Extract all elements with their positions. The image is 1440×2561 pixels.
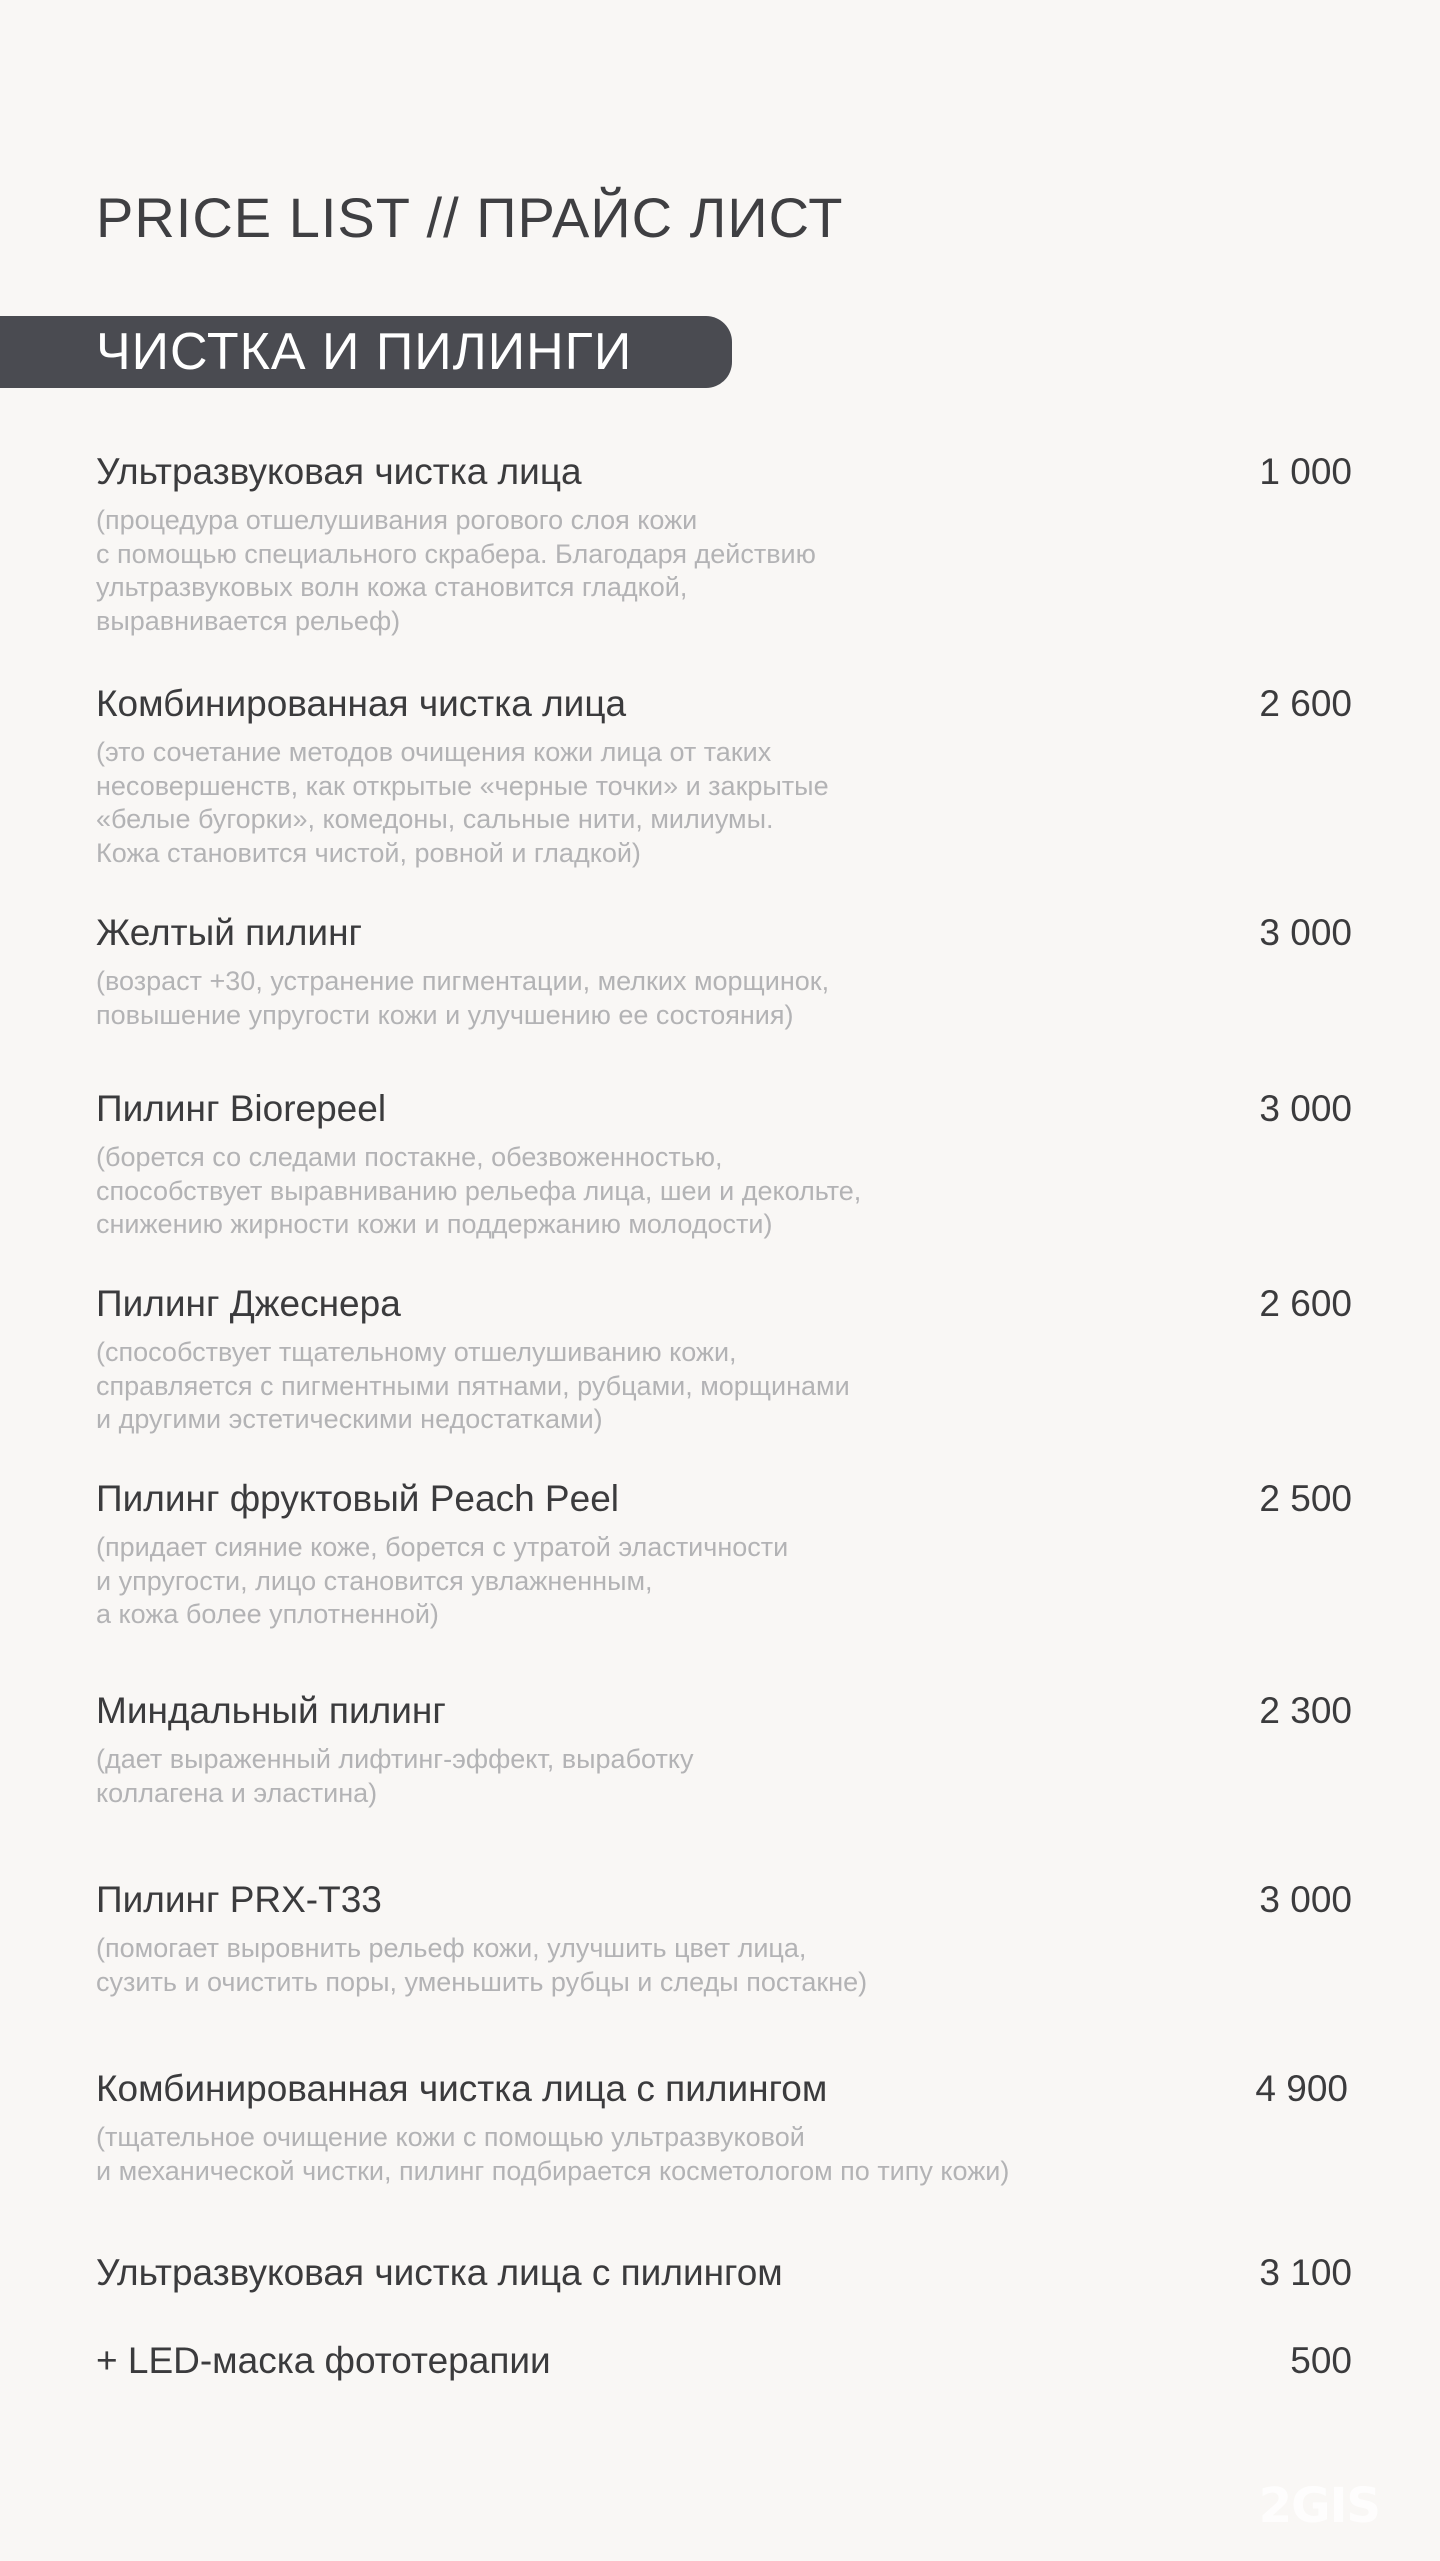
service-price: 2 600 xyxy=(1259,683,1352,724)
description-line: ультразвуковых волн кожа становится гладкой, xyxy=(96,572,688,602)
service-price: 4 900 xyxy=(1255,2068,1348,2109)
description-line: (помогает выровнить рельеф кожи, улучшить цвет лица, xyxy=(96,1933,807,1963)
section-banner xyxy=(0,316,732,388)
description-line: с помощью специального скрабера. Благодаря действию xyxy=(96,538,816,569)
service-name: Пилинг фруктовый Peach Peel xyxy=(96,1478,619,1519)
description-line: повышение упругости кожи и улучшению ее состояния) xyxy=(96,999,794,1030)
price-item xyxy=(96,1687,1352,1810)
service-name: Комбинированная чистка лица с пилингом xyxy=(96,2068,828,2109)
service-price: 1 000 xyxy=(1259,451,1352,492)
price-item xyxy=(96,909,1352,1032)
description-line: снижению жирности кожи и поддержанию молодости) xyxy=(96,1209,773,1239)
description-line: и другими эстетическими недостатками) xyxy=(96,1404,603,1434)
service-name: Желтый пилинг xyxy=(96,912,363,953)
description-line: «белые бугорки», комедоны, сальные нити, милиумы. xyxy=(96,804,774,834)
description-line: справляется с пигментными пятнами, рубцами, морщинами xyxy=(96,1370,850,1401)
price-item xyxy=(96,680,1352,870)
description-line: сузить и очистить поры, уменьшить рубцы и следы постакне) xyxy=(96,1966,868,1997)
description-line: (способствует тщательному отшелушиванию кожи, xyxy=(96,1337,737,1367)
service-price: 3 000 xyxy=(1259,1879,1352,1920)
description-line: (возраст +30, устранение пигментации, мелких морщинок, xyxy=(96,966,830,996)
service-price: 2 300 xyxy=(1259,1690,1352,1731)
description-line: (придает сияние коже, борется с утратой эластичности xyxy=(96,1532,789,1562)
service-price: 2 600 xyxy=(1259,1283,1352,1324)
service-name: Пилинг Biorepeel xyxy=(96,1088,387,1129)
service-price: 2 500 xyxy=(1259,1478,1352,1519)
description-line: способствует выравниванию рельефа лица, шеи и декольте, xyxy=(96,1175,862,1206)
description-line: и упругости, лицо становится увлажненным, xyxy=(96,1565,653,1596)
service-name: Ультразвуковая чистка лица xyxy=(96,451,582,492)
service-name: Пилинг Джеснера xyxy=(96,1283,401,1324)
service-description xyxy=(96,1141,1352,1242)
service-description xyxy=(96,965,1352,1032)
service-description xyxy=(96,1531,1352,1632)
watermark-logo: 2GIS xyxy=(1258,2478,1380,2534)
service-price: 500 xyxy=(1290,2340,1352,2381)
price-item xyxy=(96,1280,1352,1437)
description-line: (дает выраженный лифтинг-эффект, выработку xyxy=(96,1744,694,1774)
description-line: (тщательное очищение кожи с помощью ультразвуковой xyxy=(96,2122,805,2152)
service-price: 3 100 xyxy=(1259,2252,1352,2293)
description-line: (борется со следами постакне, обезвоженностью, xyxy=(96,1142,723,1172)
description-line: (это сочетание методов очищения кожи лица от таких xyxy=(96,737,772,767)
service-description xyxy=(96,1336,1352,1437)
description-line: выравнивается рельеф) xyxy=(96,605,401,636)
section-title: ЧИСТКА И ПИЛИНГИ xyxy=(96,323,633,381)
service-name: + LED-маска фототерапии xyxy=(96,2340,551,2381)
description-line: и механической чистки, пилинг подбирается косметологом по типу кожи) xyxy=(96,2155,1010,2186)
service-price: 3 000 xyxy=(1259,1088,1352,1129)
service-name: Миндальный пилинг xyxy=(96,1690,446,1731)
service-name: Комбинированная чистка лица xyxy=(96,683,627,724)
description-line: коллагена и эластина) xyxy=(96,1777,378,1808)
price-item xyxy=(96,2337,1352,2385)
service-name: Пилинг PRX-T33 xyxy=(96,1879,382,1920)
price-item xyxy=(96,2249,1352,2297)
price-item xyxy=(96,1475,1352,1632)
service-price: 3 000 xyxy=(1259,912,1352,953)
description-line: Кожа становится чистой, ровной и гладкой) xyxy=(96,837,641,868)
service-description xyxy=(96,1743,1352,1810)
description-line: а кожа более уплотненной) xyxy=(96,1599,439,1629)
description-line: несовершенств, как открытые «черные точки» и закрытые xyxy=(96,770,829,801)
description-line: (процедура отшелушивания рогового слоя кожи xyxy=(96,505,698,535)
service-description xyxy=(96,736,1352,870)
price-item xyxy=(96,448,1352,638)
service-description xyxy=(96,504,1352,638)
service-description xyxy=(96,1932,1352,1999)
service-name: Ультразвуковая чистка лица с пилингом xyxy=(96,2252,783,2293)
service-description xyxy=(96,2121,1352,2188)
price-item xyxy=(96,1085,1352,1242)
page-title: PRICE LIST // ПРАЙС ЛИСТ xyxy=(96,186,844,249)
price-item xyxy=(96,1876,1352,1999)
price-item xyxy=(96,2065,1352,2188)
